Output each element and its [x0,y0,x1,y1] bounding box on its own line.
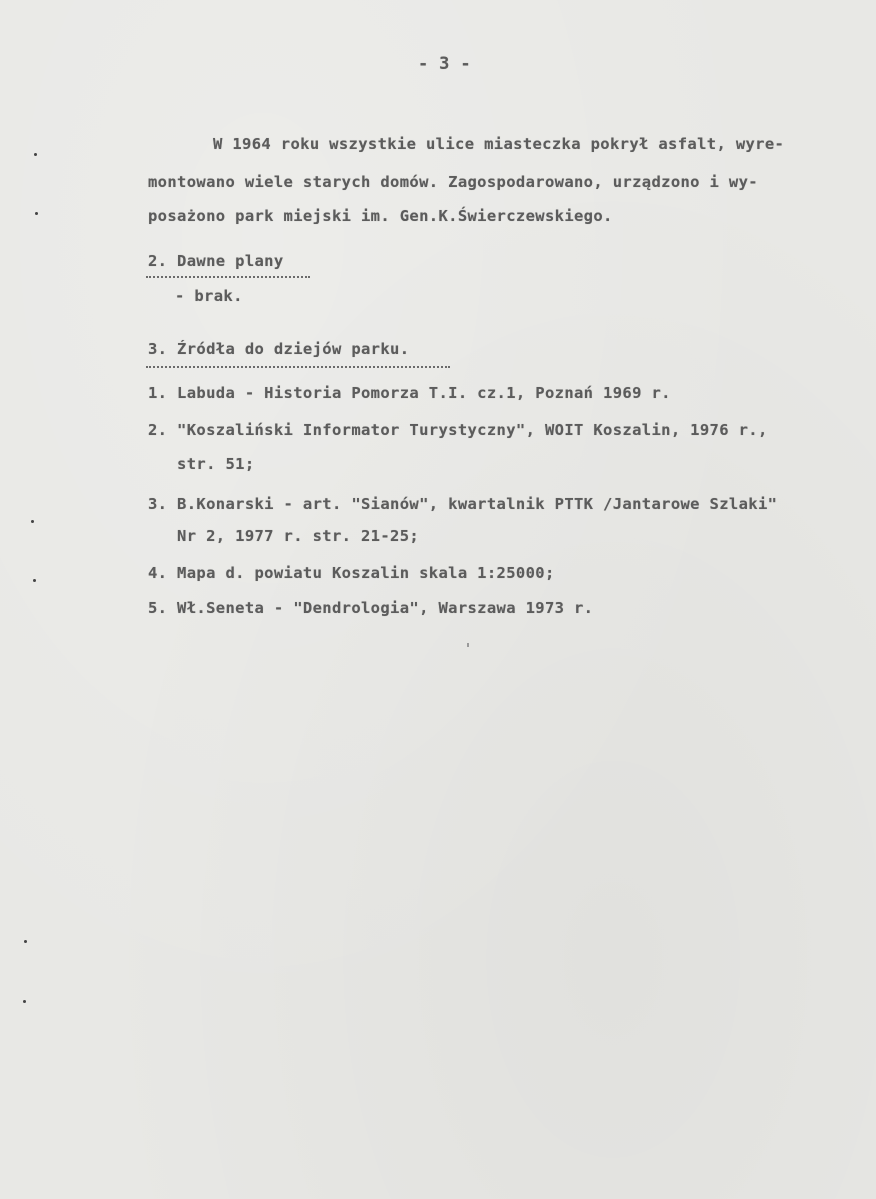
source-item-5: 5. Wł.Seneta - "Dendrologia", Warszawa 1973 r. [148,599,594,617]
section-3-heading: 3. Źródła do dziejów parku. [148,340,410,358]
margin-mark [33,579,36,582]
margin-mark [24,940,27,943]
margin-mark [23,1000,26,1003]
paragraph-line-1: W 1964 roku wszystkie ulice miasteczka pokrył asfalt, wyre- [213,135,785,153]
section-3-heading-underline [146,366,450,368]
section-2-heading: 2. Dawne plany [148,252,284,270]
margin-mark [34,153,37,156]
source-item-3-continuation: Nr 2, 1977 r. str. 21-25; [148,527,420,545]
source-item-2: 2. "Koszaliński Informator Turystyczny", WOIT Koszalin, 1976 r., [148,421,768,439]
source-item-2-continuation: str. 51; [148,455,255,473]
margin-mark [31,520,34,523]
source-item-3: 3. B.Konarski - art. "Sianów", kwartalnik PTTK /Jantarowe Szlaki" [148,495,778,513]
section-2-content: - brak. [175,287,243,305]
section-2-heading-underline [146,276,310,278]
page-number: - 3 - [418,54,471,74]
paragraph-line-2: montowano wiele starych domów. Zagospodarowano, urządzono i wy- [148,173,758,191]
source-item-4: 4. Mapa d. powiatu Koszalin skala 1:25000; [148,564,555,582]
source-item-1: 1. Labuda - Historia Pomorza T.I. cz.1, Poznań 1969 r. [148,384,671,402]
paper-speck [467,643,469,647]
paragraph-line-3: posażono park miejski im. Gen.K.Świerczewskiego. [148,207,613,225]
margin-mark [35,212,38,215]
